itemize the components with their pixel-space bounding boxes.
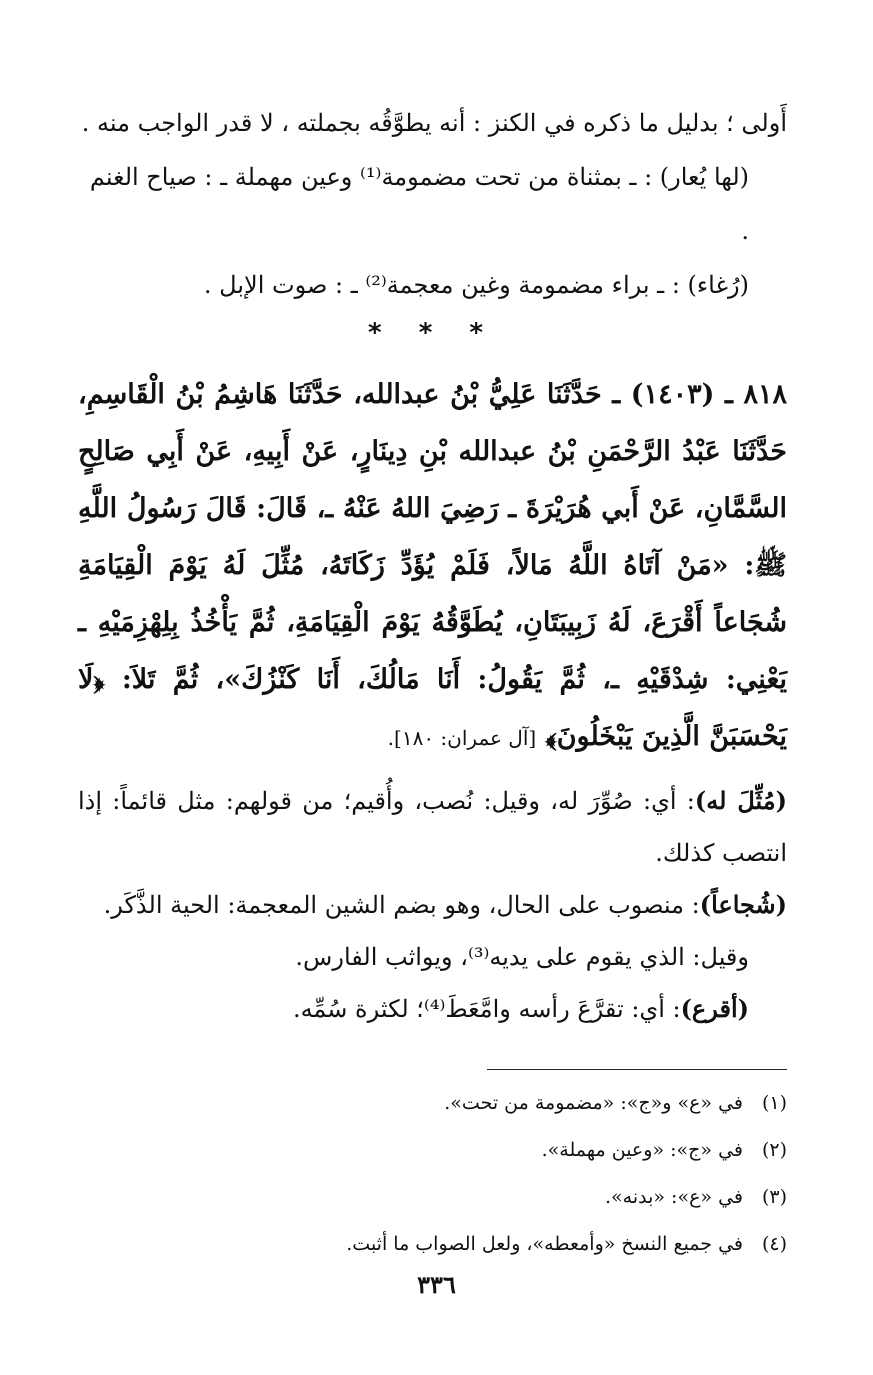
footnote-text: في «ع»: «بدنه». [604,1186,743,1208]
footnote-number: (٤) [761,1233,787,1255]
footnotes-section [78,1080,787,1268]
quran-reference: [آل عمران: ١٨٠]. [387,726,537,750]
hadith-paragraph [78,366,787,767]
note-text: : أي: صُوِّرَ له، وقيل: نُصب، وأُقيم؛ من قولهم: مثل قائماً: إذا انتصب كذلك. [78,787,787,867]
note-text: : أي: تقرَّعَ رأسه وامَّعَطَ⁽⁴⁾؛ لكثرة سُمِّه. [292,995,681,1023]
note-term: (مُثِّلَ له) [694,786,787,815]
commentary-note-3: وقيل: الذي يقوم على يديه⁽³⁾، ويواثب الفارس. [295,943,749,971]
hadith-section [78,366,787,767]
intro-section [78,96,787,312]
footnote-1 [78,1080,787,1127]
note-term: (شُجاعاً) [699,890,787,919]
footnote-2 [78,1127,787,1174]
footnote-text: في جميع النسخ «وأمعطه»، ولعل الصواب ما أثبت. [346,1233,743,1255]
footnote-3 [78,1174,787,1221]
page-number: ٣٣٦ [417,1270,456,1299]
footnote-text: في «ج»: «وعين مهملة». [541,1139,743,1161]
note-text: : منصوب على الحال، وهو بضم الشين المعجمة: الحية الذَّكَر. [103,891,700,919]
footnote-4 [78,1221,787,1268]
commentary-note-4 [78,983,787,1035]
intro-line-1: أَولى ؛ بدليل ما ذكره في الكنز : أنه يطوَّقُه بجملته ، لا قدر الواجب منه . [81,109,787,137]
commentary-section [78,775,787,1035]
footnote-divider [487,1069,787,1070]
hadith-text: ٨١٨ ـ (١٤٠٣) ـ حَدَّثَنَا عَلِيُّ بْنُ عبدالله، حَدَّثَنَا هَاشِمُ بْنُ الْقَاسِمِ، حَدَّثَنَا عَبْدُ الرَّحْمَنِ بْنُ عبدالله بْنِ دِينَارٍ، عَنْ أَبِيهِ، عَنْ أَبِي صَالِحٍ السَّمَّانِ، عَنْ أَبي هُرَيْرَةَ ـ رَضِيَ اللهُ عَنْهُ ـ، قَالَ: قَالَ رَسُولُ اللَّهِ ﷺ: «مَنْ آتَاهُ اللَّهُ مَالاً، فَلَمْ يُؤَدِّ زَكَاتَهُ، مُثِّلَ لَهُ يَوْمَ الْقِيَامَةِ شُجَاعاً أَقْرَعَ، لَهُ زَبِيبَتَانِ، يُطَوَّقُهُ يَوْمَ الْقِيَامَةِ، ثُمَّ يَأْخُذُ بِلِهْزِمَيْهِ ـ يَعْنِي: شِدْقَيْهِ ـ، ثُمَّ يَقُولُ: أَنَا مَالُكَ، أَنَا كَنْزُكَ»، ثُمَّ تَلاَ: ﴿لَا يَحْسَبَنَّ الَّذِينَ يَبْخَلُونَ﴾ [78,379,787,752]
section-separator: * * * [368,318,497,348]
note-term: (أقرع) [680,994,749,1023]
commentary-note-2 [78,879,787,931]
footnote-number: (١) [761,1092,787,1114]
footnote-number: (٢) [761,1139,787,1161]
commentary-note-1 [78,775,787,879]
footnote-number: (٣) [761,1186,787,1208]
intro-line-3: (رُغاء) : ـ براء مضمومة وغين معجمة⁽²⁾ ـ : صوت الإبل . [203,271,749,299]
footnote-text: في «ع» و«ج»: «مضمومة من تحت». [444,1092,743,1114]
intro-line-2: (لها يُعار) : ـ بمثناة من تحت مضمومة⁽¹⁾ وعين مهملة ـ : صياح الغنم . [89,163,749,245]
